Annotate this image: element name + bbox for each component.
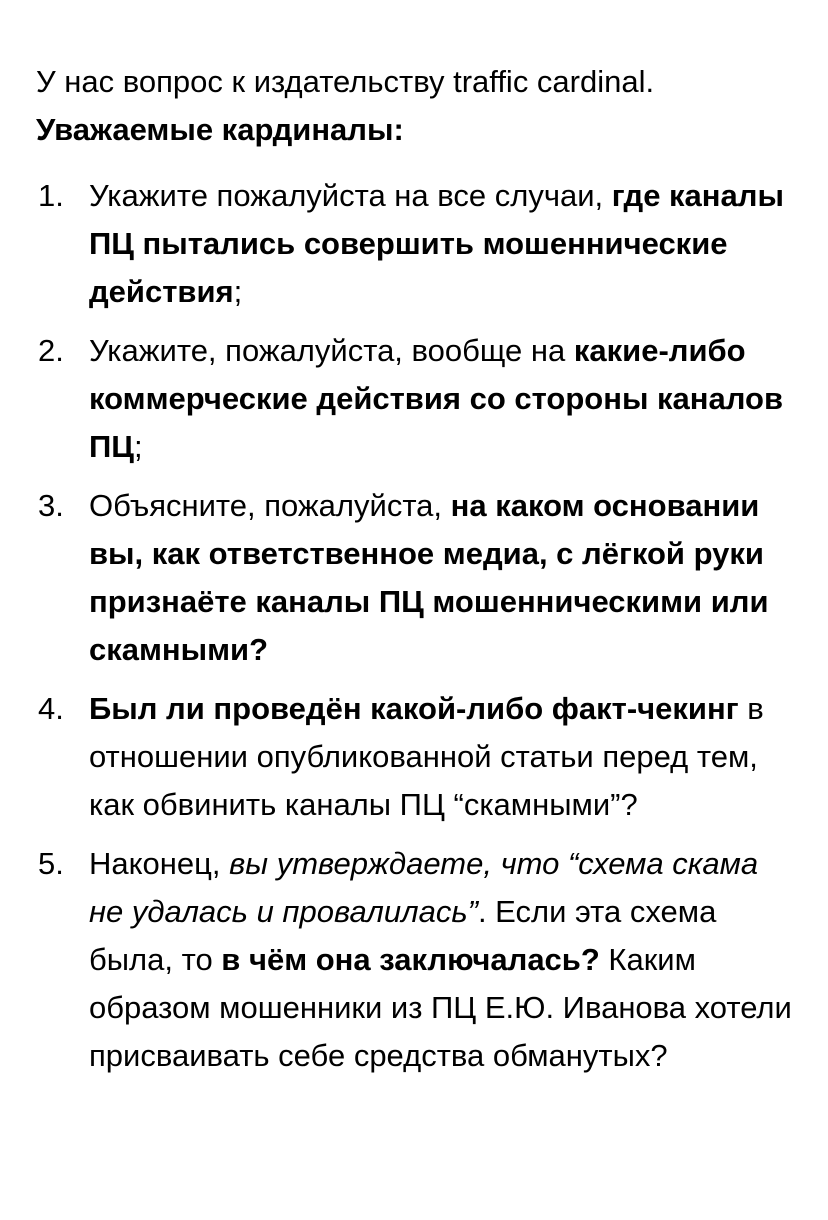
question-text: ; bbox=[133, 429, 143, 464]
question-number: 3. bbox=[38, 488, 64, 523]
question-item-3 bbox=[36, 482, 796, 674]
question-text: Укажите, пожалуйста, вообще на bbox=[89, 333, 574, 368]
question-number: 2. bbox=[38, 333, 64, 368]
question-emphasis: Был ли проведён какой-либо факт-чекинг bbox=[89, 691, 739, 726]
greeting-line: Уважаемые кардиналы: bbox=[36, 112, 404, 147]
question-text: Объясните, пожалуйста, bbox=[89, 488, 451, 523]
question-number: 1. bbox=[38, 178, 64, 213]
question-text: Наконец, bbox=[89, 846, 230, 881]
questions-list bbox=[36, 172, 796, 1080]
intro-line: У нас вопрос к издательству traffic cardinal. bbox=[36, 64, 655, 99]
question-emphasis: на каком основании вы, как ответственное медиа, с лёгкой руки признаёте каналы ПЦ мошенническими или скамными? bbox=[89, 488, 769, 667]
question-text: Укажите пожалуйста на все случаи, bbox=[89, 178, 612, 213]
question-item-5 bbox=[36, 840, 796, 1080]
question-item-2 bbox=[36, 327, 796, 471]
question-text: Каким образом мошенники из ПЦ Е.Ю. Иванова хотели присваивать себе средства обманутых? bbox=[89, 942, 792, 1073]
question-text: . Если эта схема была, то bbox=[89, 894, 717, 977]
question-emphasis: где каналы ПЦ пытались совершить мошеннические действия bbox=[89, 178, 784, 309]
question-text: ; bbox=[233, 274, 243, 309]
question-emphasis: какие-либо коммерческие действия со стороны каналов ПЦ bbox=[89, 333, 784, 464]
question-quote: вы утверждаете, что “схема скама не удалась и провалилась” bbox=[89, 846, 759, 929]
question-number: 4. bbox=[38, 691, 64, 726]
question-text: в отношении опубликованной статьи перед тем, как обвинить каналы ПЦ “скамными”? bbox=[89, 691, 764, 822]
question-item-4 bbox=[36, 685, 796, 829]
question-emphasis: в чём она заключалась? bbox=[221, 942, 600, 977]
question-item-1 bbox=[36, 172, 796, 316]
question-number: 5. bbox=[38, 846, 64, 881]
